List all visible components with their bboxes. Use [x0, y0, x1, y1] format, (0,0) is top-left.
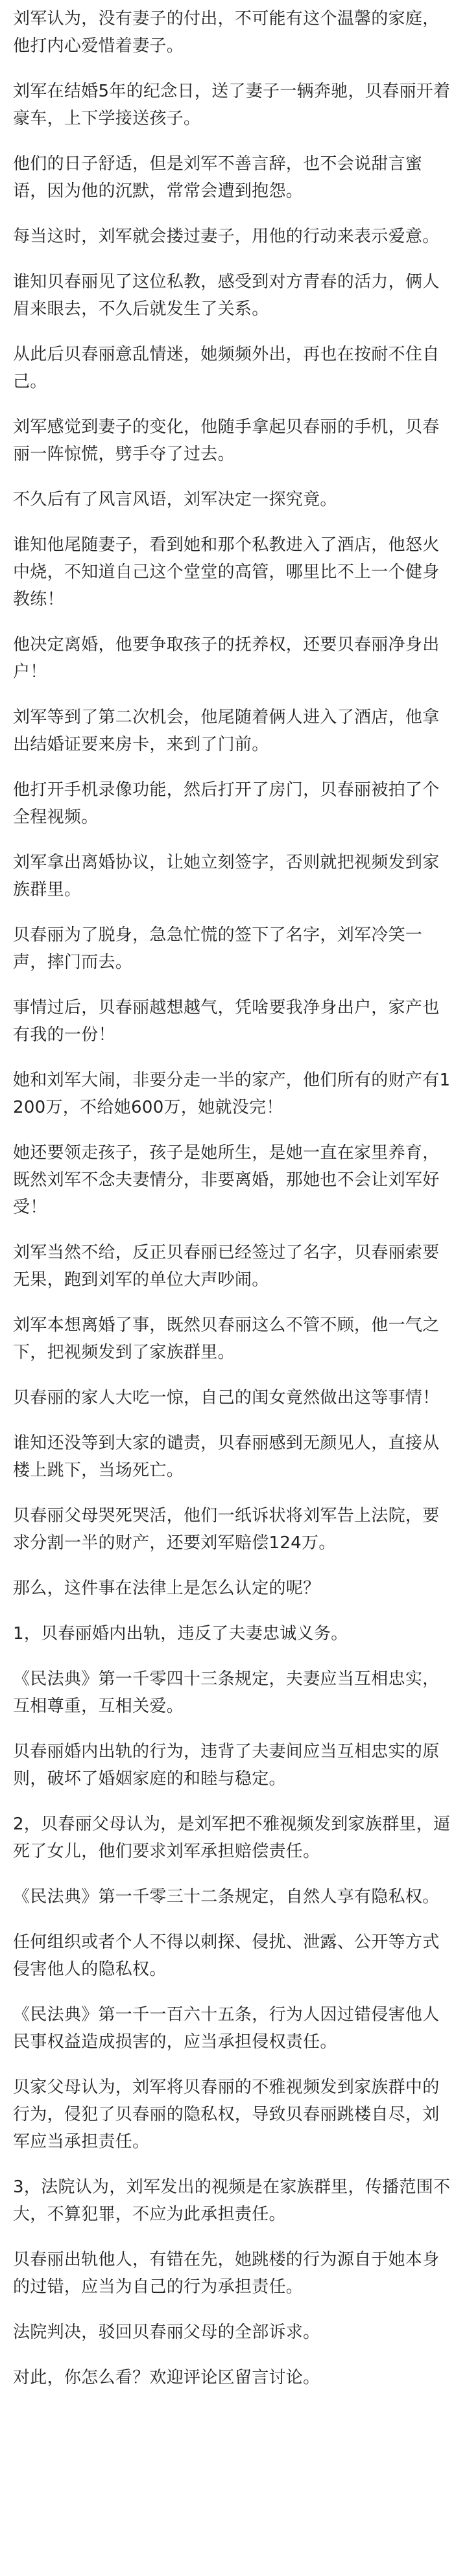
paragraph: 任何组织或者个人不得以刺探、侵扰、泄露、公开等方式侵害他人的隐私权。 [13, 1932, 440, 1979]
paragraph: 刘军感觉到妻子的变化，他随手拿起贝春丽的手机，贝春丽一阵惊慌，劈手夺了过去。 [13, 417, 440, 464]
paragraph: 谁知他尾随妻子，看到她和那个私教进入了酒店，他怒火中烧，不知道自己这个堂堂的高管，哪里比不上一个健身教练！ [13, 535, 440, 609]
paragraph: 事情过后，贝春丽越想越气，凭啥要我净身出户，家产也有我的一份！ [13, 998, 440, 1045]
paragraph: 她和刘军大闹，非要分走一半的家产，他们所有的财产有1200万，不给她600万，她就没完！ [13, 1071, 451, 1117]
paragraph: 谁知贝春丽见了这位私教，感受到对方青春的活力，俩人眉来眼去，不久后就发生了关系。 [13, 272, 440, 319]
paragraph: 《民法典》第一千一百六十五条，行为人因过错侵害他人民事权益造成损害的，应当承担侵权责任。 [13, 2005, 440, 2052]
paragraph: 《民法典》第一千零四十三条规定，夫妻应当互相忠实，互相尊重，互相关爱。 [13, 1669, 440, 1716]
paragraph: 贝春丽的家人大吃一惊，自己的闺女竟然做出这等事情！ [13, 1388, 440, 1408]
paragraph: 刘军在结婚5年的纪念日，送了妻子一辆奔驰，贝春丽开着豪车，上下学接送孩子。 [13, 82, 451, 128]
paragraph: 每当这时，刘军就会搂过妻子，用他的行动来表示爱意。 [13, 227, 440, 246]
paragraph: 从此后贝春丽意乱情迷，她频频外出，再也在按耐不住自己。 [13, 345, 440, 391]
paragraph: 他打开手机录像功能，然后打开了房门，贝春丽被拍了个全程视频。 [13, 780, 440, 827]
paragraph: 那么，这件事在法律上是怎么认定的呢？ [13, 1579, 320, 1598]
paragraph: 贝家父母认为，刘军将贝春丽的不雅视频发到家族群中的行为，侵犯了贝春丽的隐私权，导致贝春丽跳楼自尽，刘军应当承担责任。 [13, 2078, 440, 2152]
paragraph: 谁知还没等到大家的谴责，贝春丽感到无颜见人，直接从楼上跳下，当场死亡。 [13, 1433, 440, 1480]
paragraph: 刘军当然不给，反正贝春丽已经签过了名字，贝春丽索要无果，跑到刘军的单位大声吵闹。 [13, 1243, 440, 1290]
paragraph: 不久后有了风言风语，刘军决定一探究竟。 [13, 490, 337, 509]
paragraph: 刘军等到了第二次机会，他尾随着俩人进入了酒店，他拿出结婚证要来房卡，来到了门前。 [13, 708, 440, 754]
paragraph: 刘军拿出离婚协议，让她立刻签字，否则就把视频发到家族群里。 [13, 853, 440, 899]
paragraph: 2，贝春丽父母认为，是刘军把不雅视频发到家族群里，逼死了女儿，他们要求刘军承担赔偿责任。 [13, 1815, 451, 1861]
paragraph: 对此，你怎么看？欢迎评论区留言讨论。 [13, 2368, 320, 2387]
paragraph: 他们的日子舒适，但是刘军不善言辞，也不会说甜言蜜语，因为他的沉默，常常会遭到抱怨。 [13, 154, 423, 201]
paragraph: 贝春丽婚内出轨的行为，违背了夫妻间应当互相忠实的原则，破坏了婚姻家庭的和睦与稳定。 [13, 1742, 440, 1789]
paragraph: 他决定离婚，他要争取孩子的抚养权，还要贝春丽净身出户！ [13, 635, 440, 682]
paragraph: 3，法院认为，刘军发出的视频是在家族群里，传播范围不大，不算犯罪，不应为此承担责任。 [13, 2177, 451, 2224]
paragraph: 贝春丽出轨他人，有错在先，她跳楼的行为源自于她本身的过错，应当为自己的行为承担责任。 [13, 2250, 440, 2297]
paragraph: 《民法典》第一千零三十二条规定，自然人享有隐私权。 [13, 1887, 440, 1907]
paragraph: 她还要领走孩子，孩子是她所生，是她一直在家里养育，既然刘军不念夫妻情分，非要离婚，那她也不会让刘军好受！ [13, 1143, 440, 1217]
paragraph: 贝春丽父母哭死哭活，他们一纸诉状将刘军告上法院，要求分割一半的财产，还要刘军赔偿124万。 [13, 1506, 440, 1553]
paragraph: 1，贝春丽婚内出轨，违反了夫妻忠诚义务。 [13, 1624, 348, 1643]
paragraph: 刘军本想离婚了事，既然贝春丽这么不管不顾，他一气之下，把视频发到了家族群里。 [13, 1316, 440, 1362]
paragraph: 刘军认为，没有妻子的付出，不可能有这个温馨的家庭，他打内心爱惜着妻子。 [13, 9, 440, 56]
paragraph: 法院判决，驳回贝春丽父母的全部诉求。 [13, 2323, 320, 2342]
paragraph: 贝春丽为了脱身，急急忙慌的签下了名字，刘军冷笑一声，摔门而去。 [13, 925, 423, 972]
